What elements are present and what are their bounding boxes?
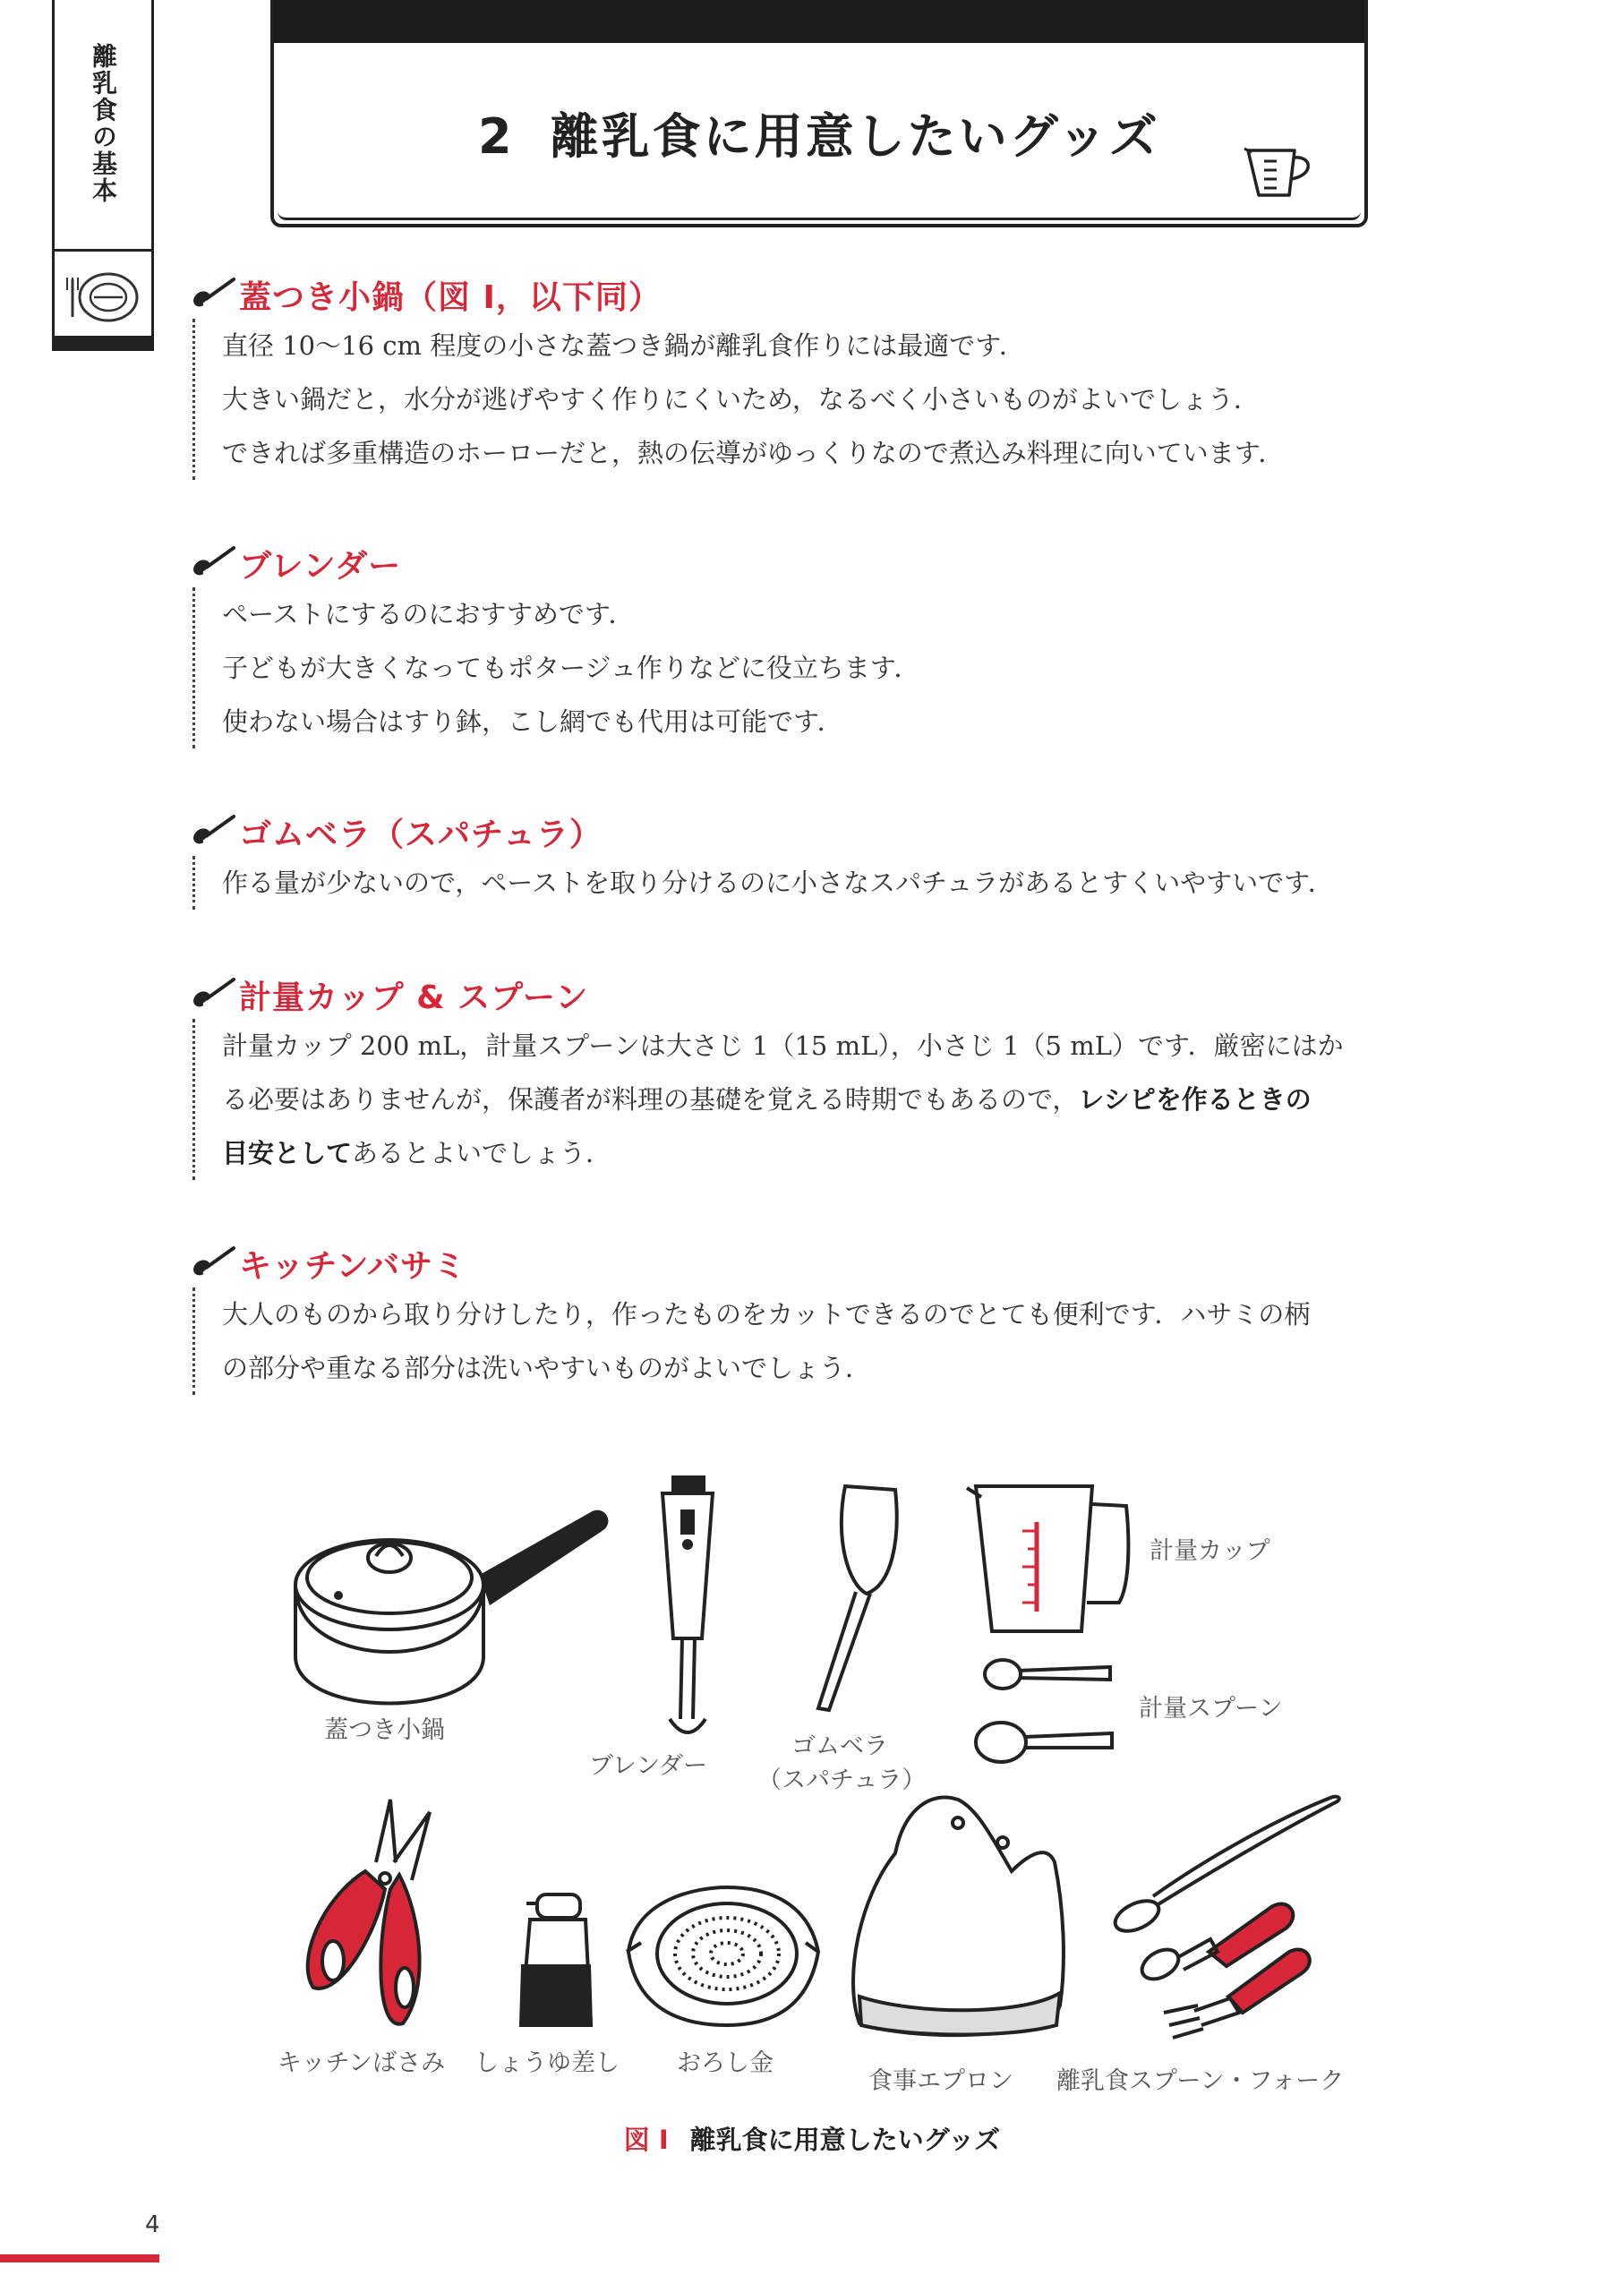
text-line: ペーストにするのにおすすめです．: [222, 599, 635, 629]
text-line: 子どもが大きくなってもポタージュ作りなどに役立ちます．: [222, 653, 920, 683]
side-tab-divider: [55, 249, 151, 252]
measuring-spoons-illustration: [976, 1660, 1112, 1762]
section-heading: [192, 269, 1464, 319]
text-line: 作る量が少ないので，ペーストを取り分けるのに小さなスパチュラがあるとすくいやすいです．: [222, 868, 1334, 898]
label-measuring-cup: 計量カップ: [1150, 1537, 1270, 1565]
cutlery-illustration: [1111, 1797, 1339, 2038]
text-line: 計量カップ 200 mL，計量スプーンは大さじ 1（15 mL），小さじ 1（5 mL）です．厳密にはか: [222, 1031, 1344, 1061]
measuring-cup-icon: [1243, 143, 1318, 201]
heading-measuring: 計量カップ & スプーン: [239, 979, 589, 1016]
text-plain: あるとよいでしょう．: [352, 1138, 612, 1168]
section-spatula: [192, 806, 1464, 910]
pot-illustration: [295, 1512, 606, 1704]
label-grater: おろし金: [677, 2049, 774, 2077]
label-bib: 食事エプロン: [868, 2067, 1013, 2095]
section-body: [192, 856, 1464, 910]
text-line: [222, 1073, 1464, 1126]
spoon-icon: [192, 546, 237, 577]
title-box: [270, 0, 1368, 227]
text-line: 大人のものから取り分けしたり，作ったものをカットできるのでとても便利です．ハサミの柄: [222, 1299, 1311, 1330]
label-pot: 蓋つき小鍋: [324, 1716, 445, 1744]
section-body: [192, 1287, 1464, 1395]
title-box-inner-line: [278, 210, 1361, 220]
text-line: [222, 1126, 1464, 1180]
heading-scissors: キッチンバサミ: [239, 1248, 466, 1285]
label-spatula-sub: （スパチュラ）: [757, 1766, 927, 1794]
side-tab-bar: [52, 336, 154, 348]
spoon-icon: [192, 1246, 237, 1277]
section-heading: [192, 969, 1464, 1019]
section-heading: [192, 1237, 1464, 1287]
plate-icon: [64, 261, 144, 333]
text-bold: レシピを作るときの: [1078, 1084, 1312, 1115]
text-line: 大きい鍋だと，水分が逃げやすく作りにくいため，なるべく小さいものがよいでしょう．: [222, 384, 1260, 415]
side-tab: [52, 0, 154, 351]
caption-text: 離乳食に用意したいグッズ: [689, 2125, 1001, 2155]
title-black-band: [274, 0, 1364, 43]
page-number: 4: [145, 2211, 160, 2238]
title-text: 離乳食に用意したいグッズ: [550, 108, 1160, 165]
measuring-cup-illustration: [967, 1486, 1128, 1631]
section-measuring: [192, 969, 1464, 1180]
text-line: の部分や重なる部分は洗いやすいものがよいでしょう．: [222, 1353, 872, 1383]
section-heading: [192, 537, 1464, 587]
heading-spatula: ゴムベラ（スパチュラ）: [239, 817, 603, 853]
section-scissors: [192, 1237, 1464, 1395]
section-pot: [192, 269, 1464, 480]
blender-illustration: [662, 1477, 713, 1732]
heading-blender: ブレンダー: [239, 548, 402, 585]
page-number-bar: [0, 2254, 159, 2262]
spatula-illustration: [818, 1486, 897, 1710]
text-line: できれば多重構造のホーローだと，熱の伝導がゆっくりなので煮込み料理に向いています．: [222, 438, 1285, 468]
grater-illustration: [627, 1887, 818, 2025]
section-body: [192, 319, 1464, 480]
spoon-icon: [192, 815, 237, 845]
text-line: 直径 10〜16 cm 程度の小さな蓋つき鍋が離乳食作りには最適です．: [222, 330, 1025, 361]
section-blender: [192, 537, 1464, 748]
figure-caption: [0, 2120, 1624, 2157]
bib-illustration: [853, 1798, 1064, 2036]
label-measuring-spoon: 計量スプーン: [1139, 1695, 1283, 1723]
label-spatula: ゴムベラ: [791, 1732, 888, 1760]
spoon-icon: [192, 278, 237, 308]
spoon-icon: [192, 978, 237, 1008]
label-soy-dispenser: しょうゆ差し: [474, 2049, 620, 2077]
scissors-illustration: [308, 1800, 430, 2024]
label-cutlery: 離乳食スプーン・フォーク: [1056, 2067, 1345, 2095]
text-bold: 目安として: [222, 1138, 353, 1168]
side-tab-label: 離乳食の基本: [89, 43, 118, 204]
caption-number: 図 I: [623, 2125, 669, 2155]
text-line: 使わない場合はすり鉢，こし網でも代用は可能です．: [222, 706, 843, 737]
heading-pot: 蓋つき小鍋（図 I，以下同）: [239, 279, 662, 316]
title-number: 2: [478, 108, 515, 165]
section-body: [192, 587, 1464, 748]
section-body: [192, 1019, 1464, 1180]
label-blender: ブレンダー: [589, 1752, 708, 1780]
soy-dispenser-illustration: [521, 1894, 591, 2025]
label-scissors: キッチンばさみ: [278, 2049, 446, 2077]
text-plain: る必要はありませんが，保護者が料理の基礎を覚える時期でもあるので，: [222, 1084, 1079, 1115]
section-heading: [192, 806, 1464, 856]
page-title: [274, 98, 1364, 167]
